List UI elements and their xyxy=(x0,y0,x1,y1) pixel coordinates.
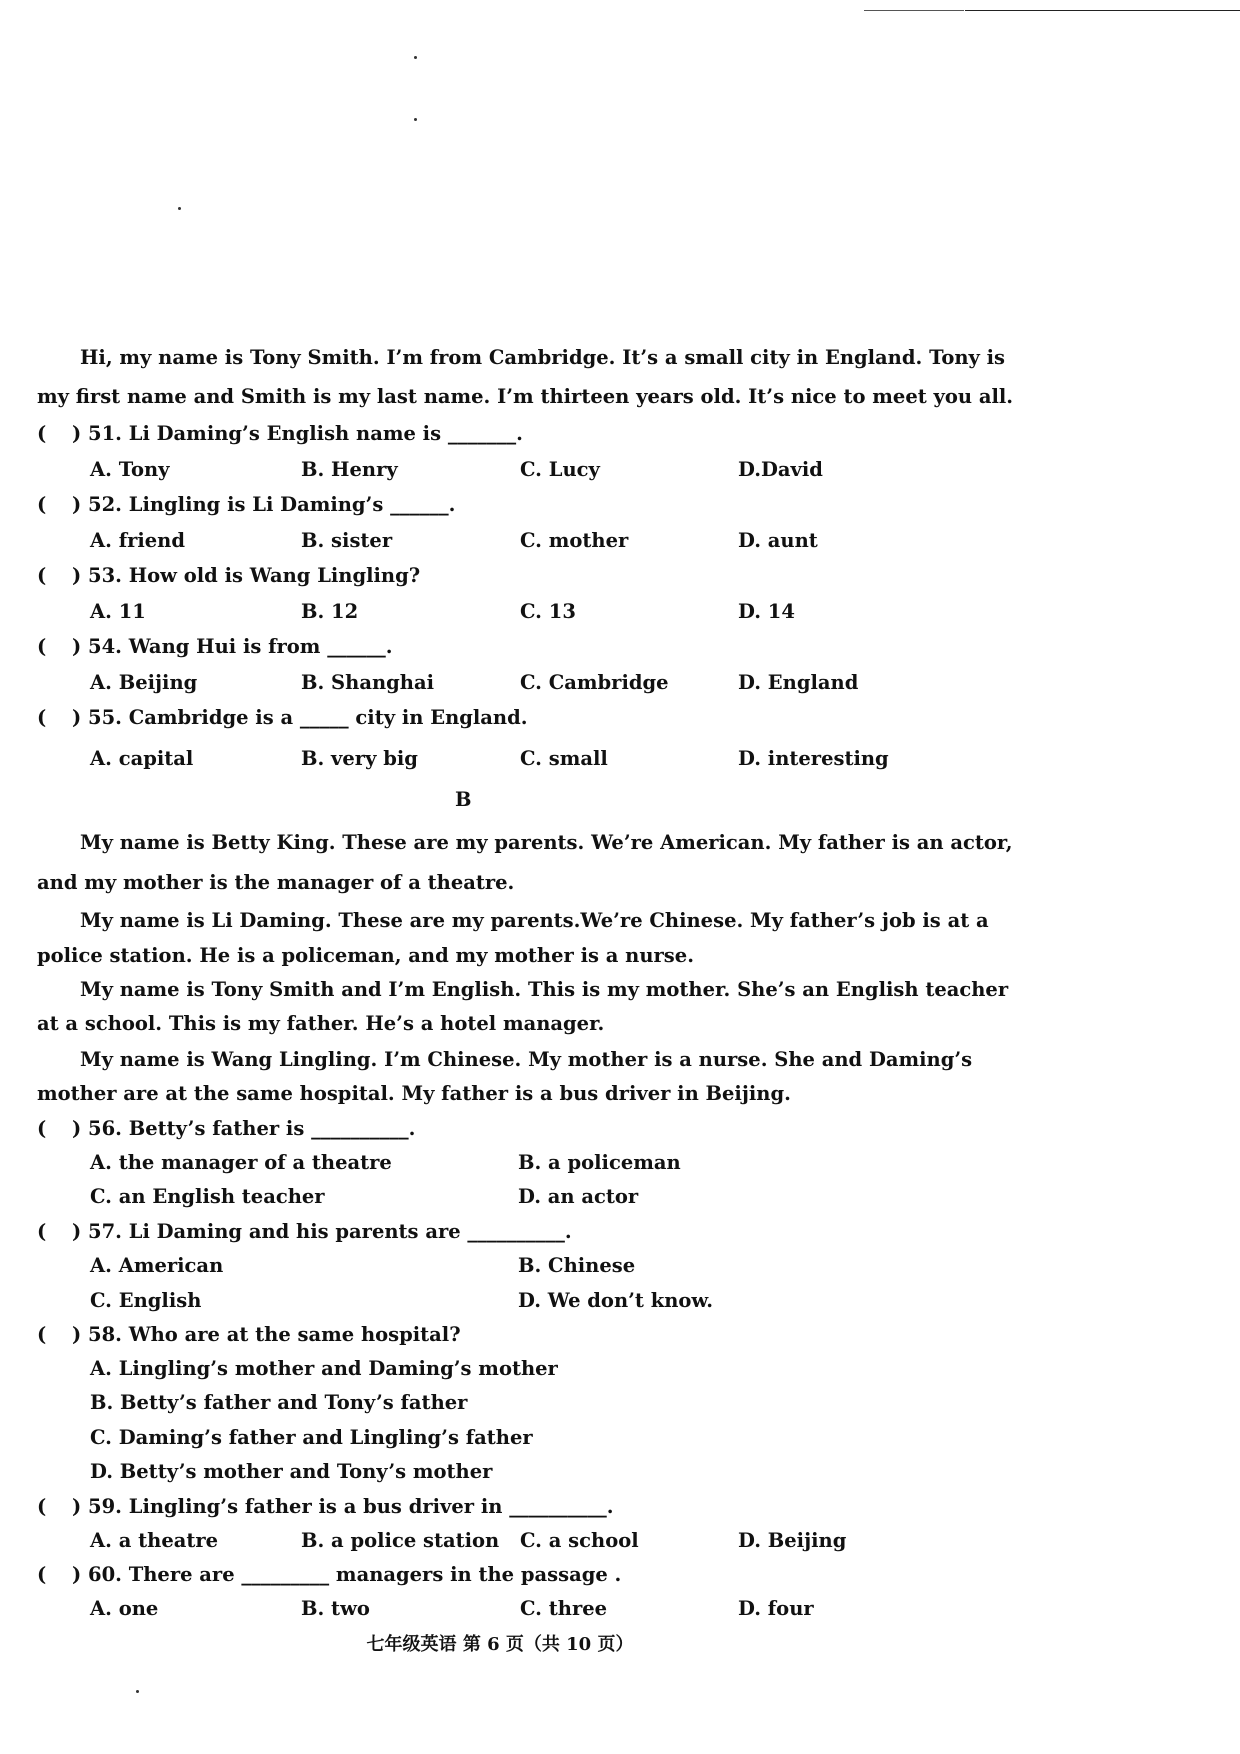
option-a: A. Tony xyxy=(90,458,170,481)
answer-blank[interactable]: ( xyxy=(37,564,47,587)
option-d: D. Betty’s mother and Tony’s mother xyxy=(90,1460,493,1483)
option-b: B. two xyxy=(301,1597,370,1620)
question-stem: ) 55. Cambridge is a _____ city in England. xyxy=(72,706,528,729)
option-b: B. very big xyxy=(301,747,418,770)
question-stem: ) 51. Li Daming’s English name is _______. xyxy=(72,422,523,445)
option-c: C. 13 xyxy=(520,600,576,623)
answer-blank[interactable]: ( xyxy=(37,1563,47,1586)
passage-b-line: My name is Wang Lingling. I’m Chinese. My mother is a nurse. She and Daming’s xyxy=(80,1048,973,1071)
question-55 xyxy=(37,708,528,728)
top-rule-faint xyxy=(864,10,964,11)
section-heading: B xyxy=(455,788,472,811)
page-footer: 七年级英语 第 6 页（共 10 页） xyxy=(366,1634,634,1655)
question-57 xyxy=(37,1222,572,1242)
question-59 xyxy=(37,1497,613,1517)
option-d: D. We don’t know. xyxy=(518,1289,714,1312)
passage-b-line: police station. He is a policeman, and my mother is a nurse. xyxy=(37,944,694,967)
option-b: B. 12 xyxy=(301,600,359,623)
answer-blank[interactable]: ( xyxy=(37,1323,47,1346)
option-b: B. a policeman xyxy=(518,1151,681,1174)
option-c: C. a school xyxy=(520,1529,639,1552)
option-a: A. Lingling’s mother and Daming’s mother xyxy=(90,1357,558,1380)
answer-blank[interactable]: ( xyxy=(37,493,47,516)
question-stem: ) 57. Li Daming and his parents are __________. xyxy=(72,1220,572,1243)
option-c: C. English xyxy=(90,1289,202,1312)
question-stem: ) 52. Lingling is Li Daming’s ______. xyxy=(72,493,456,516)
option-a: A. a theatre xyxy=(90,1529,219,1552)
option-a: A. capital xyxy=(90,747,194,770)
option-b: B. sister xyxy=(301,529,393,552)
answer-blank[interactable]: ( xyxy=(37,706,47,729)
question-60 xyxy=(37,1565,621,1585)
passage-b-line: My name is Tony Smith and I’m English. This is my mother. She’s an English teacher xyxy=(80,978,1009,1001)
scan-speck xyxy=(136,1690,139,1693)
answer-blank[interactable]: ( xyxy=(37,1495,47,1518)
option-d: D. 14 xyxy=(738,600,795,623)
option-c: C. an English teacher xyxy=(90,1185,325,1208)
passage-b-line: My name is Betty King. These are my parents. We’re American. My father is an actor, xyxy=(80,831,1013,854)
answer-blank[interactable]: ( xyxy=(37,1220,47,1243)
question-52 xyxy=(37,495,455,515)
option-c: C. Lucy xyxy=(520,458,600,481)
option-c: C. Daming’s father and Lingling’s father xyxy=(90,1426,533,1449)
answer-blank[interactable]: ( xyxy=(37,422,47,445)
question-stem: ) 56. Betty’s father is __________. xyxy=(72,1117,416,1140)
question-stem: ) 53. How old is Wang Lingling? xyxy=(72,564,421,587)
answer-blank[interactable]: ( xyxy=(37,635,47,658)
option-d: D. interesting xyxy=(738,747,889,770)
option-c: C. small xyxy=(520,747,608,770)
option-a: A. American xyxy=(90,1254,224,1277)
option-a: A. Beijing xyxy=(90,671,198,694)
option-d: D. four xyxy=(738,1597,814,1620)
option-b: B. Chinese xyxy=(518,1254,636,1277)
option-b: B. Shanghai xyxy=(301,671,434,694)
question-53 xyxy=(37,566,420,586)
passage-b-line: at a school. This is my father. He’s a hotel manager. xyxy=(37,1012,605,1035)
passage-b-line: My name is Li Daming. These are my parents.We’re Chinese. My father’s job is at a xyxy=(80,909,989,932)
option-c: C. Cambridge xyxy=(520,671,669,694)
scan-speck xyxy=(414,118,417,121)
question-56 xyxy=(37,1119,415,1139)
question-stem: ) 59. Lingling’s father is a bus driver in __________. xyxy=(72,1495,614,1518)
option-c: C. mother xyxy=(520,529,629,552)
question-58 xyxy=(37,1325,461,1345)
passage-a-line: my first name and Smith is my last name. I’m thirteen years old. It’s nice to meet you all. xyxy=(37,385,1014,408)
scan-speck xyxy=(178,207,181,210)
question-54 xyxy=(37,637,393,657)
passage-b-line: mother are at the same hospital. My father is a bus driver in Beijing. xyxy=(37,1082,791,1105)
option-d: D. an actor xyxy=(518,1185,639,1208)
option-a: A. 11 xyxy=(90,600,146,623)
option-d: D. Beijing xyxy=(738,1529,847,1552)
option-c: C. three xyxy=(520,1597,608,1620)
passage-b-line: and my mother is the manager of a theatre. xyxy=(37,871,515,894)
scan-speck xyxy=(414,56,417,59)
option-b: B. a police station xyxy=(301,1529,500,1552)
question-stem: ) 54. Wang Hui is from ______. xyxy=(72,635,393,658)
top-rule xyxy=(965,10,1240,11)
option-a: A. the manager of a theatre xyxy=(90,1151,392,1174)
option-d: D. aunt xyxy=(738,529,818,552)
option-d: D.David xyxy=(738,458,823,481)
option-a: A. one xyxy=(90,1597,159,1620)
answer-blank[interactable]: ( xyxy=(37,1117,47,1140)
option-b: B. Betty’s father and Tony’s father xyxy=(90,1391,468,1414)
passage-a-line: Hi, my name is Tony Smith. I’m from Cambridge. It’s a small city in England. Tony is xyxy=(80,346,1006,369)
option-d: D. England xyxy=(738,671,859,694)
option-b: B. Henry xyxy=(301,458,398,481)
option-a: A. friend xyxy=(90,529,185,552)
question-stem: ) 60. There are _________ managers in the passage . xyxy=(72,1563,622,1586)
question-stem: ) 58. Who are at the same hospital? xyxy=(72,1323,461,1346)
question-51 xyxy=(37,424,523,444)
